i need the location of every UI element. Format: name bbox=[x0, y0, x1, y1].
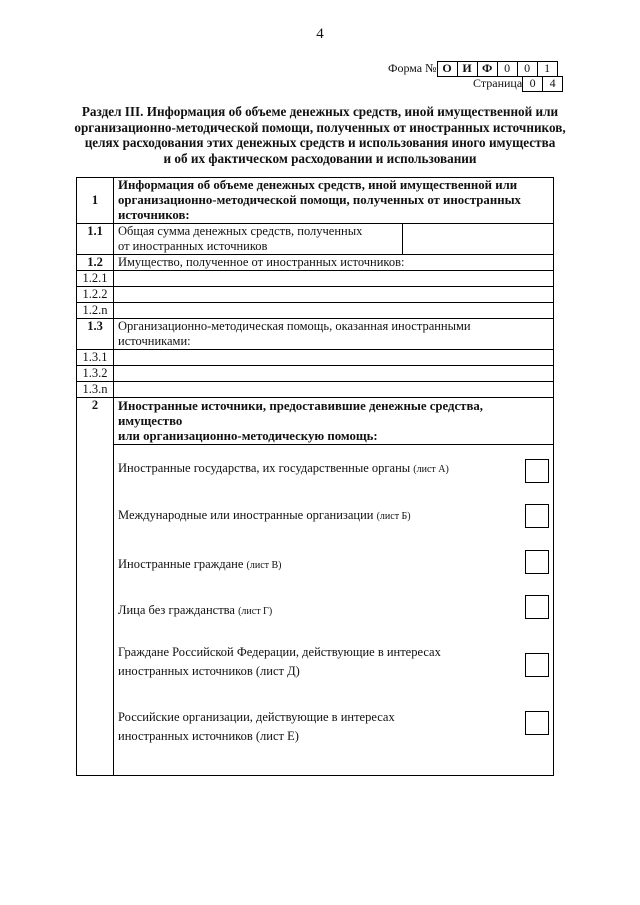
row-number: 1.3.n bbox=[77, 382, 114, 398]
source-label: Международные или иностранные организации bbox=[118, 508, 374, 522]
row-number: 2 bbox=[77, 398, 114, 776]
page-digit-cell: 0 bbox=[522, 76, 543, 92]
methodical-help-entry-field[interactable] bbox=[114, 382, 554, 398]
source-label: иностранных источников (лист Е) bbox=[118, 729, 299, 743]
source-option-f bbox=[114, 708, 544, 746]
sheet-ref: (лист В) bbox=[246, 560, 282, 571]
table-row-1-2-2 bbox=[77, 287, 554, 303]
table-row-1-3-n bbox=[77, 382, 554, 398]
form-code-cell: 0 bbox=[497, 61, 518, 77]
sheet-ref: (лист Г) bbox=[238, 606, 273, 617]
form-code-cell: И bbox=[457, 61, 478, 77]
row-number: 1.1 bbox=[77, 224, 114, 255]
source-label: иностранных источников (лист Д) bbox=[118, 664, 300, 678]
source-label: Лица без гражданства bbox=[118, 603, 235, 617]
source-option-d bbox=[114, 601, 544, 621]
source-label: Российские организации, действующие в интересах bbox=[118, 710, 395, 724]
foreign-sources-list bbox=[114, 445, 553, 775]
page-digit-cell: 4 bbox=[542, 76, 563, 92]
row-2-heading bbox=[114, 398, 553, 445]
source-label: Иностранные граждане bbox=[118, 557, 244, 571]
total-funds-value-field[interactable] bbox=[402, 224, 553, 254]
sheet-ref: (лист Б) bbox=[376, 511, 411, 522]
table-row-1-1 bbox=[77, 224, 554, 255]
heading-line: Иностранные источники, предоставившие денежные средства, имущество bbox=[118, 399, 483, 428]
row-number: 1 bbox=[77, 178, 114, 224]
form-code-cell: 1 bbox=[537, 61, 558, 77]
section-title-line: организационно-методической помощи, полученных от иностранных источников, bbox=[74, 119, 566, 135]
row-number: 1.3 bbox=[77, 319, 114, 350]
form-page-row bbox=[473, 76, 563, 91]
methodical-help-entry-field[interactable] bbox=[114, 350, 554, 366]
row-1-heading bbox=[114, 178, 554, 224]
total-funds-label bbox=[114, 224, 402, 254]
source-c-checkbox[interactable] bbox=[525, 550, 549, 574]
section-title-line: Раздел III. Информация об объеме денежных средств, иной имущественной или bbox=[81, 104, 559, 119]
source-option-c bbox=[114, 555, 544, 575]
row-number: 1.3.1 bbox=[77, 350, 114, 366]
source-b-checkbox[interactable] bbox=[525, 504, 549, 528]
source-label: Граждане Российской Федерации, действующие в интересах bbox=[118, 645, 441, 659]
property-entry-field[interactable] bbox=[114, 287, 554, 303]
table-row-1-2-n bbox=[77, 303, 554, 319]
heading-line: организационно-методической помощи, полученных от иностранных bbox=[118, 193, 521, 207]
table-row-1-3 bbox=[77, 319, 554, 350]
table-row-1 bbox=[77, 178, 554, 224]
label-line: источниками: bbox=[118, 334, 191, 348]
property-entry-field[interactable] bbox=[114, 303, 554, 319]
row-number: 1.2 bbox=[77, 255, 114, 271]
table-row-1-2 bbox=[77, 255, 554, 271]
row-number: 1.2.n bbox=[77, 303, 114, 319]
section-title-line: целях расходования этих денежных средств и использования иного имущества bbox=[84, 135, 556, 150]
form-label: Форма № bbox=[388, 61, 437, 75]
sheet-ref: (лист А) bbox=[413, 464, 449, 475]
source-d-checkbox[interactable] bbox=[525, 595, 549, 619]
form-code-cell: О bbox=[437, 61, 458, 77]
form-code-block bbox=[388, 61, 563, 91]
methodical-help-label bbox=[114, 319, 554, 350]
section-title-line: и об их фактическом расходовании и использовании bbox=[163, 150, 477, 166]
form-code-cell: Ф bbox=[477, 61, 498, 77]
methodical-help-entry-field[interactable] bbox=[114, 366, 554, 382]
information-table bbox=[76, 177, 554, 776]
page-number: 4 bbox=[316, 26, 324, 42]
source-option-b bbox=[114, 506, 544, 526]
table-row-2 bbox=[77, 398, 554, 776]
source-e-checkbox[interactable] bbox=[525, 653, 549, 677]
source-option-a bbox=[114, 459, 544, 479]
table-row-1-3-2 bbox=[77, 366, 554, 382]
source-label: Иностранные государства, их государственные органы bbox=[118, 461, 411, 475]
heading-line: Информация об объеме денежных средств, иной имущественной или bbox=[118, 178, 518, 192]
heading-line: или организационно-методическую помощь: bbox=[118, 429, 378, 443]
heading-line: источников: bbox=[118, 208, 190, 222]
table-row-1-3-1 bbox=[77, 350, 554, 366]
source-f-checkbox[interactable] bbox=[525, 711, 549, 735]
row-number: 1.2.1 bbox=[77, 271, 114, 287]
label-line: Общая сумма денежных средств, полученных bbox=[118, 224, 363, 238]
form-code-cell: 0 bbox=[517, 61, 538, 77]
row-number: 1.2.2 bbox=[77, 287, 114, 303]
form-number-row bbox=[388, 61, 563, 76]
section-title bbox=[60, 104, 580, 166]
source-a-checkbox[interactable] bbox=[525, 459, 549, 483]
page-label: Страница bbox=[473, 76, 523, 90]
table-row-1-2-1 bbox=[77, 271, 554, 287]
label-line: Организационно-методическая помощь, оказанная иностранными bbox=[118, 319, 471, 333]
row-number: 1.3.2 bbox=[77, 366, 114, 382]
label-line: от иностранных источников bbox=[118, 239, 268, 253]
property-label: Имущество, полученное от иностранных источников: bbox=[114, 255, 554, 271]
property-entry-field[interactable] bbox=[114, 271, 554, 287]
source-option-e bbox=[114, 643, 544, 681]
